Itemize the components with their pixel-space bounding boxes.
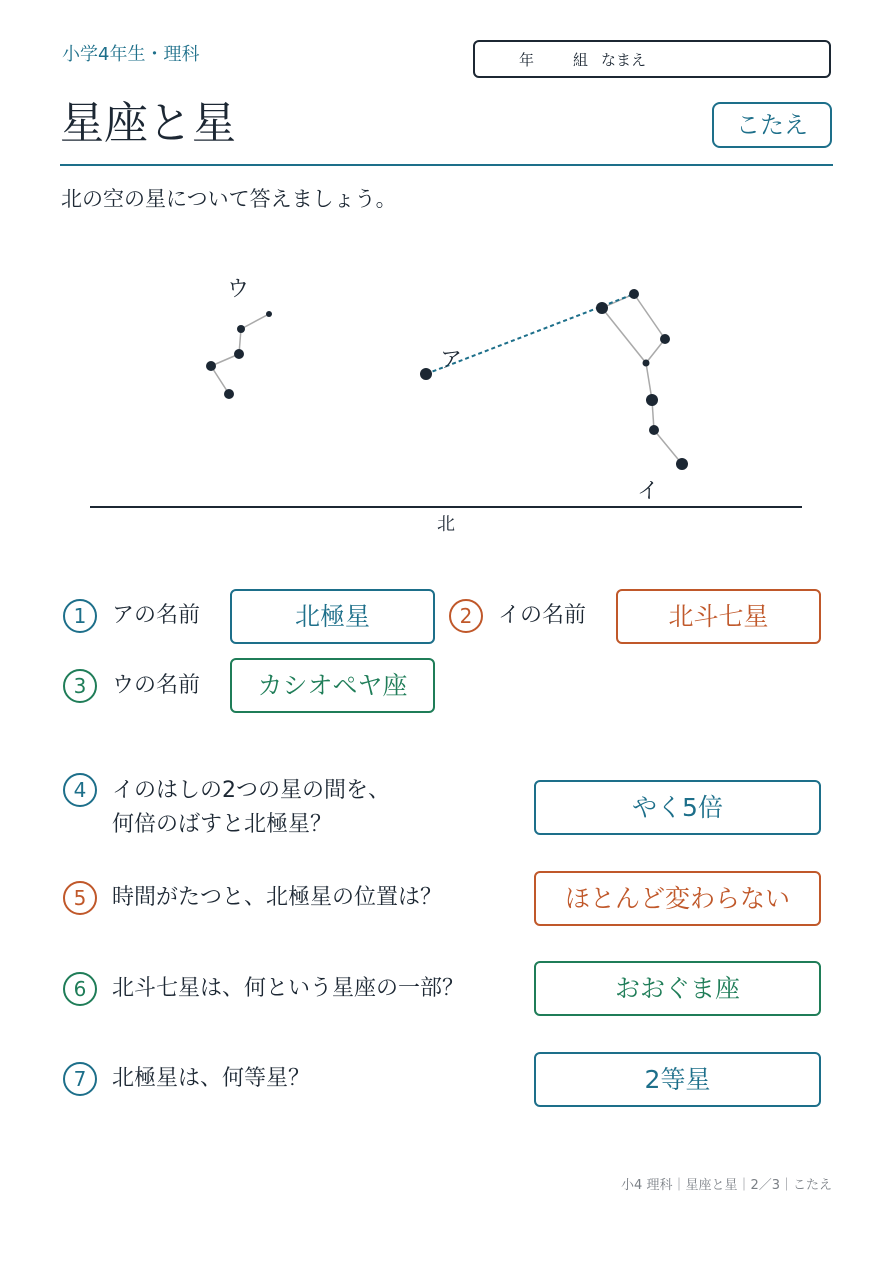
star (237, 325, 245, 333)
name-box-class: 組 (573, 51, 589, 69)
star (649, 425, 659, 435)
question-number: 2 (449, 599, 483, 633)
question-number: 7 (63, 1062, 97, 1096)
question-text: 時間がたつと、北極星の位置は？ (112, 885, 443, 910)
instruction: 北の空の星について答えましょう。 (61, 187, 397, 211)
question-text: 北斗七星は、何という星座の一部？ (112, 976, 465, 1001)
answer-box[interactable]: 北極星 (230, 589, 435, 644)
star (660, 334, 670, 344)
question-number: 5 (63, 881, 97, 915)
answer-box[interactable]: カシオペヤ座 (230, 658, 435, 713)
label-u: ウ (227, 277, 250, 302)
north-sky-diagram (0, 230, 893, 550)
star (266, 311, 272, 317)
name-box-year: 年 (519, 51, 535, 69)
star (646, 394, 658, 406)
question-number: 1 (63, 599, 97, 633)
star (629, 289, 639, 299)
name-box[interactable] (473, 40, 831, 78)
answer-box[interactable]: おおぐま座 (534, 961, 821, 1016)
star (676, 458, 688, 470)
question-text: イの名前 (498, 603, 587, 628)
answer-box[interactable]: 2等星 (534, 1052, 821, 1107)
horizon-label: 北 (437, 514, 455, 535)
question-text-line2: 何倍のばすと北極星？ (112, 812, 333, 837)
label-a: ア (440, 348, 463, 373)
label-i: イ (637, 479, 660, 504)
star (596, 302, 608, 314)
page-title: 星座と星 (60, 98, 236, 149)
star (643, 360, 650, 367)
question-number: 6 (63, 972, 97, 1006)
question-number: 4 (63, 773, 97, 807)
star (206, 361, 216, 371)
page-footer: 小4 理科｜星座と星｜2／3｜こたえ (621, 1178, 832, 1193)
question-text-line1: イのはしの2つの星の間を、 (112, 778, 390, 803)
question-text: ウの名前 (112, 673, 201, 698)
big-dipper-lines (602, 294, 682, 464)
title-divider (60, 164, 833, 166)
polaris-star (420, 368, 432, 380)
star (224, 389, 234, 399)
question-number: 3 (63, 669, 97, 703)
answer-badge: こたえ (712, 102, 832, 148)
grade-subject: 小学4年生・理科 (62, 44, 200, 65)
answer-box[interactable]: やく5倍 (534, 780, 821, 835)
question-text: 北極星は、何等星？ (112, 1066, 311, 1091)
answer-box[interactable]: ほとんど変わらない (534, 871, 821, 926)
question-text: アの名前 (112, 603, 201, 628)
star (234, 349, 244, 359)
name-box-name: なまえ (601, 51, 647, 69)
answer-box[interactable]: 北斗七星 (616, 589, 821, 644)
